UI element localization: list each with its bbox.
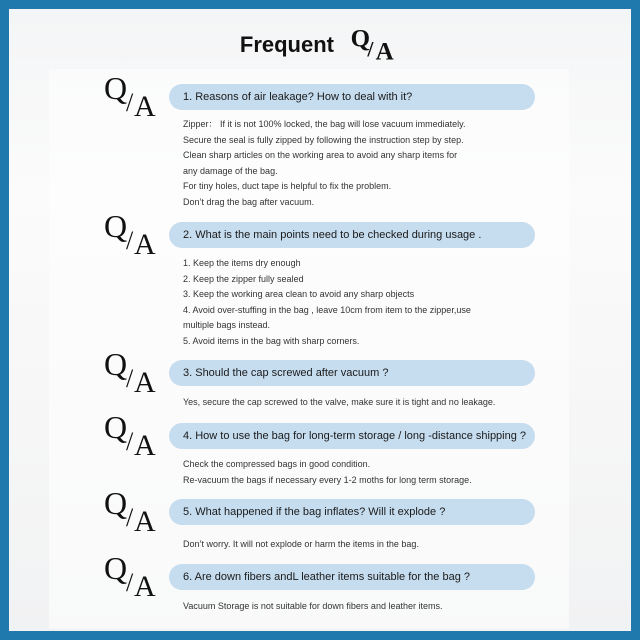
svg-text:/: / [126,503,134,532]
faq-question: 1. Reasons of air leakage? How to deal with it? [183,91,413,103]
svg-text:Q: Q [104,347,128,382]
page-title-row [9,23,631,69]
faq-answer [183,256,603,349]
answer-line: For tiny holes, duct tape is helpful to fix the problem. [183,181,392,191]
svg-text:/: / [126,568,134,597]
svg-text:Q: Q [104,486,128,521]
answer-line: multiple bags instead. [183,320,271,330]
svg-text:A: A [134,228,156,257]
qa-icon [100,71,160,119]
faq-question: 2. What is the main points need to be checked during usage . [183,229,482,241]
svg-text:A: A [134,505,156,534]
answer-line: 2. Keep the zipper fully sealed [183,273,304,284]
qa-logo-slash: / [367,37,374,62]
answer-line: Yes, secure the cap screwed to the valve, make sure it is tight and no leakage. [183,397,496,407]
page-title: Frequent [239,31,334,57]
svg-text:/: / [126,364,134,393]
answer-line: Don’t drag the bag after vacuum. [183,196,315,207]
faq-answer [183,537,603,553]
faq-question-pill [169,360,535,386]
faq-question-pill [169,423,535,449]
qa-icon [100,551,160,599]
svg-text:/: / [126,427,134,456]
qa-icon [100,347,160,395]
faq-answer [183,599,603,615]
answer-line: Re-vacuum the bags if necessary every 1-2 moths for long term storage. [183,474,472,485]
svg-text:A: A [134,366,156,395]
faq-question-pill [169,84,535,110]
svg-text:Q: Q [104,209,128,244]
qa-logo-a: A [375,38,394,63]
faq-answer [183,117,603,210]
svg-text:Q: Q [104,71,128,106]
answer-line: any damage of the bag. [183,165,278,176]
answer-line: Don’t worry. It will not explode or harm the items in the bag. [183,539,419,549]
svg-text:A: A [134,429,156,458]
qa-logo-q: Q [350,25,371,53]
answer-line: Zipper： If it is not 100% locked, the bag will lose vacuum immediately. [183,119,466,129]
faq-question: 6. Are down fibers andL leather items suitable for the bag ? [183,571,470,583]
faq-question: 3. Should the cap screwed after vacuum ? [183,367,389,379]
svg-text:A: A [134,90,156,119]
faq-question: 4. How to use the bag for long-term storage / long -distance shipping ? [183,430,527,442]
answer-line: 4. Avoid over-stuffing in the bag , leave 10cm from item to the zipper,use [183,304,471,315]
qa-icon [100,486,160,534]
qa-title-logo [348,23,400,69]
svg-text:Q: Q [104,410,128,445]
answer-line: Vacuum Storage is not suitable for down fibers and leather items. [183,601,443,611]
faq-answer [183,457,603,488]
answer-line: Clean sharp articles on the working area to avoid any sharp items for [183,150,458,160]
faq-question-pill [169,564,535,590]
qa-icon [100,209,160,257]
svg-text:Q: Q [104,551,128,586]
answer-line: 1. Keep the items dry enough [183,258,301,268]
svg-text:A: A [134,570,156,599]
answer-line: 5. Avoid items in the bag with sharp corners. [183,335,360,346]
answer-line: 3. Keep the working area clean to avoid any sharp objects [183,289,415,299]
answer-line: Secure the seal is fully zipped by following the instruction step by step. [183,134,464,145]
faq-question-pill [169,499,535,525]
answer-line: Check the compressed bags in good condition. [183,459,371,469]
svg-text:/: / [126,226,134,255]
svg-text:/: / [126,88,134,117]
faq-question: 5. What happened if the bag inflates? Will it explode ? [183,506,446,518]
faq-answer [183,395,603,411]
qa-icon [100,410,160,458]
faq-question-pill [169,222,535,248]
